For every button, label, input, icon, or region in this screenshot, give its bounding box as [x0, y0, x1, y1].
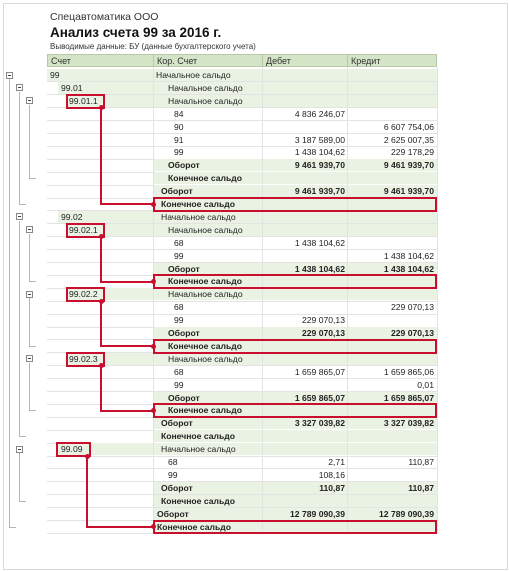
- connector-line: [100, 203, 153, 205]
- debit-cell[interactable]: 108,16: [318, 469, 345, 480]
- corr-account-cell[interactable]: Оборот: [168, 392, 200, 403]
- collapse-toggle-icon[interactable]: [26, 97, 33, 104]
- debit-cell[interactable]: 110,87: [319, 482, 345, 493]
- corr-account-cell[interactable]: Начальное сальдо: [156, 70, 231, 80]
- account-cell[interactable]: 99.02.2: [69, 289, 98, 300]
- credit-cell[interactable]: 9 461 939,70: [383, 160, 434, 171]
- account-cell[interactable]: 99.01.1: [69, 95, 98, 106]
- credit-cell[interactable]: 9 461 939,70: [383, 186, 434, 197]
- column-header-debit[interactable]: Дебет: [262, 54, 348, 67]
- corr-account-cell[interactable]: Начальное сальдо: [168, 95, 243, 106]
- column-divider: [347, 67, 348, 533]
- credit-cell[interactable]: 229 070,13: [390, 302, 434, 313]
- collapse-toggle-icon[interactable]: [26, 355, 33, 362]
- corr-account-cell[interactable]: Оборот: [168, 160, 200, 171]
- corr-account-cell[interactable]: Оборот: [157, 508, 189, 519]
- corr-account-cell[interactable]: Конечное сальдо: [168, 340, 242, 351]
- row-divider: [47, 314, 437, 315]
- collapse-toggle-icon[interactable]: [16, 84, 23, 91]
- connector-line: [100, 366, 102, 411]
- credit-cell[interactable]: 229 070,13: [390, 328, 434, 338]
- corr-account-cell[interactable]: Оборот: [168, 263, 200, 274]
- corr-account-cell[interactable]: 99: [174, 315, 184, 326]
- connector-line: [100, 301, 102, 346]
- corr-account-cell[interactable]: 68: [174, 302, 184, 313]
- corr-account-cell[interactable]: Конечное сальдо: [161, 431, 235, 442]
- tree-branch: [19, 92, 26, 205]
- report-title: Анализ счета 99 за 2016 г.: [50, 25, 222, 40]
- report-parameters: Выводимые данные: БУ (данные бухгалтерского учета): [50, 42, 256, 51]
- debit-cell[interactable]: 229 070,13: [301, 328, 345, 338]
- connector-dot: [151, 344, 156, 349]
- credit-cell[interactable]: 12 789 090,39: [379, 508, 434, 519]
- credit-cell[interactable]: 1 438 104,62: [383, 250, 434, 261]
- corr-account-cell[interactable]: 91: [174, 134, 184, 145]
- credit-cell[interactable]: 6 607 754,06: [383, 121, 434, 132]
- corr-account-cell[interactable]: Конечное сальдо: [168, 173, 242, 184]
- debit-cell[interactable]: 12 789 090,39: [290, 508, 345, 519]
- corr-account-cell[interactable]: Конечное сальдо: [161, 199, 235, 209]
- corr-account-cell[interactable]: Начальное сальдо: [168, 82, 243, 93]
- row-band: [58, 443, 437, 455]
- debit-cell[interactable]: 1 659 865,07: [294, 392, 345, 403]
- collapse-toggle-icon[interactable]: [16, 213, 23, 220]
- column-header-credit[interactable]: Кредит: [347, 54, 437, 67]
- row-divider: [47, 236, 437, 237]
- collapse-toggle-icon[interactable]: [26, 226, 33, 233]
- connector-line: [100, 281, 153, 283]
- highlight-box: [153, 403, 437, 418]
- account-cell[interactable]: 99.02.3: [69, 353, 98, 364]
- connector-dot: [151, 202, 156, 207]
- connector-line: [86, 526, 153, 528]
- column-header-corr-account[interactable]: Кор. Счет: [153, 54, 263, 67]
- connector-line: [100, 345, 153, 347]
- row-divider: [47, 107, 437, 108]
- tree-branch: [19, 453, 26, 502]
- collapse-toggle-icon[interactable]: [16, 446, 23, 453]
- corr-account-cell[interactable]: Начальное сальдо: [168, 353, 243, 364]
- corr-account-cell[interactable]: Конечное сальдо: [168, 405, 242, 416]
- credit-cell[interactable]: 1 659 865,06: [383, 366, 434, 377]
- collapse-toggle-icon[interactable]: [6, 72, 13, 79]
- account-cell[interactable]: 99.01: [61, 82, 83, 93]
- collapse-toggle-icon[interactable]: [26, 291, 33, 298]
- corr-account-cell[interactable]: Конечное сальдо: [168, 276, 242, 287]
- credit-cell[interactable]: 0,01: [417, 379, 434, 390]
- connector-dot: [151, 279, 156, 284]
- credit-cell[interactable]: 229 178,29: [390, 147, 434, 158]
- row-band: [66, 353, 437, 365]
- corr-account-cell[interactable]: Оборот: [161, 418, 193, 429]
- column-divider: [437, 67, 438, 533]
- corr-account-cell[interactable]: Оборот: [161, 482, 193, 493]
- connector-line: [100, 237, 102, 282]
- corr-account-cell[interactable]: 99: [174, 147, 184, 158]
- tree-branch: [29, 105, 36, 179]
- corr-account-cell[interactable]: Начальное сальдо: [168, 289, 243, 300]
- row-band: [58, 211, 437, 223]
- account-cell[interactable]: 99: [50, 70, 60, 80]
- credit-cell[interactable]: 3 327 039,82: [383, 418, 434, 429]
- highlight-box: [153, 339, 437, 354]
- row-band: [66, 224, 437, 236]
- connector-line: [100, 410, 153, 412]
- corr-account-cell[interactable]: 99: [174, 250, 184, 261]
- tree-branch: [29, 298, 36, 347]
- corr-account-cell[interactable]: 99: [168, 469, 178, 480]
- column-divider: [153, 67, 154, 533]
- company-name: Спецавтоматика ООО: [50, 11, 159, 23]
- connector-dot: [151, 408, 156, 413]
- corr-account-cell[interactable]: Начальное сальдо: [161, 444, 236, 455]
- row-divider: [47, 468, 437, 469]
- debit-cell[interactable]: 3 187 589,00: [294, 134, 345, 145]
- debit-cell[interactable]: 4 836 246,07: [294, 108, 345, 119]
- connector-line: [100, 108, 102, 205]
- debit-cell[interactable]: 229 070,13: [301, 315, 345, 326]
- corr-account-cell[interactable]: 68: [174, 237, 184, 248]
- credit-cell[interactable]: 1 438 104,62: [383, 263, 434, 274]
- highlight-box: [153, 197, 437, 212]
- connector-line: [86, 456, 88, 527]
- credit-cell[interactable]: 110,87: [408, 457, 434, 467]
- row-band: [47, 69, 437, 81]
- tree-branch: [29, 363, 36, 412]
- credit-cell[interactable]: 1 659 865,07: [383, 392, 434, 403]
- account-cell[interactable]: 99.02.1: [69, 224, 98, 235]
- row-band: [66, 288, 437, 300]
- tree-branch: [29, 234, 36, 283]
- corr-account-cell[interactable]: 84: [174, 108, 184, 119]
- debit-cell[interactable]: 1 438 104,62: [294, 263, 345, 274]
- corr-account-cell[interactable]: 99: [174, 379, 184, 390]
- corr-account-cell[interactable]: Оборот: [168, 328, 200, 338]
- debit-cell[interactable]: 9 461 939,70: [294, 186, 345, 197]
- corr-account-cell[interactable]: Конечное сальдо: [157, 521, 231, 532]
- corr-account-cell[interactable]: 68: [174, 366, 184, 377]
- corr-account-cell[interactable]: 90: [174, 121, 184, 132]
- credit-cell[interactable]: 2 625 007,35: [383, 134, 434, 145]
- debit-cell[interactable]: 1 659 865,07: [294, 366, 345, 377]
- corr-account-cell[interactable]: Начальное сальдо: [168, 224, 243, 235]
- highlight-box: [153, 520, 437, 535]
- account-cell[interactable]: 99.02: [61, 211, 83, 222]
- corr-account-cell[interactable]: Оборот: [161, 186, 193, 197]
- debit-cell[interactable]: 1 438 104,62: [294, 147, 345, 158]
- credit-cell[interactable]: 110,87: [408, 482, 434, 493]
- corr-account-cell[interactable]: Конечное сальдо: [161, 495, 235, 506]
- debit-cell[interactable]: 2,71: [328, 457, 345, 467]
- row-band: [66, 95, 437, 107]
- row-band: [58, 82, 437, 94]
- highlight-box: [153, 274, 437, 289]
- tree-branch: [9, 79, 16, 528]
- debit-cell[interactable]: 3 327 039,82: [294, 418, 345, 429]
- debit-cell[interactable]: 9 461 939,70: [294, 160, 345, 171]
- debit-cell[interactable]: 1 438 104,62: [294, 237, 345, 248]
- column-header-account[interactable]: Счет: [47, 54, 154, 67]
- corr-account-cell[interactable]: 68: [168, 457, 178, 467]
- corr-account-cell[interactable]: Начальное сальдо: [161, 211, 236, 222]
- account-cell[interactable]: 99.09: [61, 444, 83, 455]
- tree-branch: [19, 221, 26, 437]
- column-divider: [262, 67, 263, 533]
